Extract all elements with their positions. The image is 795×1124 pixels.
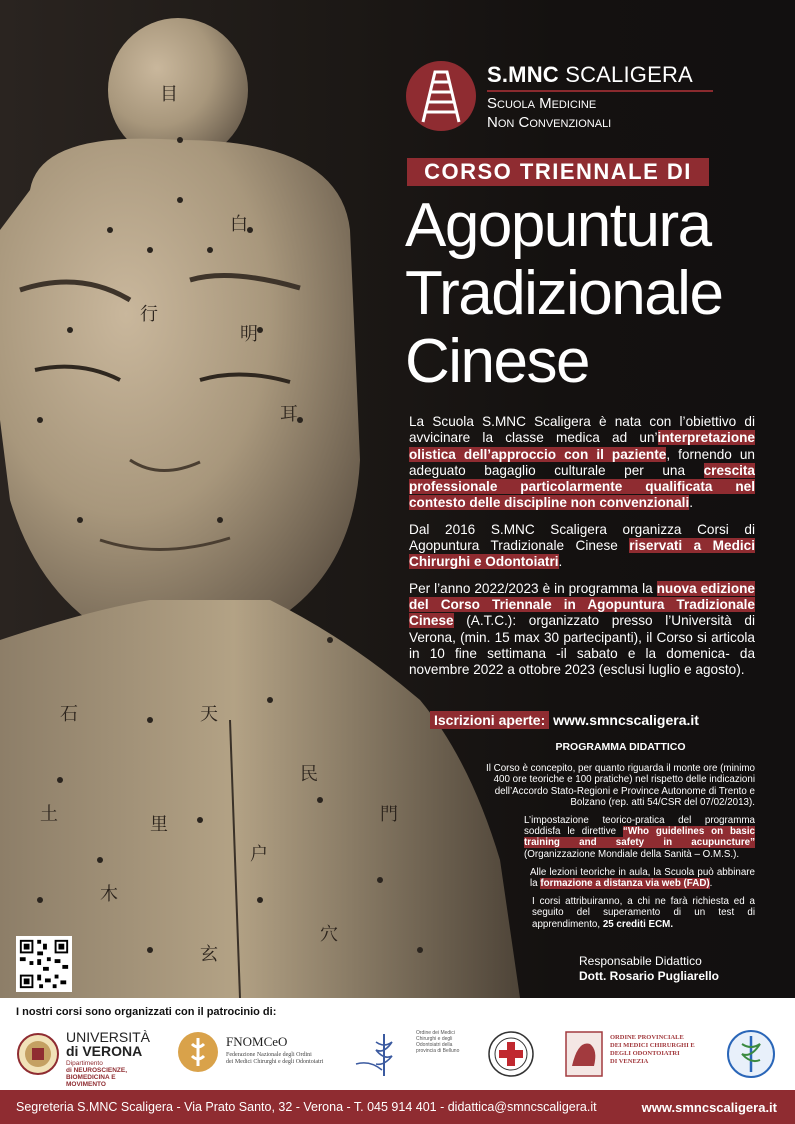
svg-text:⽩: ⽩: [230, 214, 248, 235]
programma-paragraph-1: Il Corso è concepito, per quanto riguarda il monte ore (minimo 400 ore teoriche e 100 pratiche) nel rispetto delle indicazioni dell’Accordo Stato-Regioni e Province Autonome di Trento e Bolzano (rep. atti 54/CSR del 07/02/2013).: [486, 763, 756, 808]
belluno-name: Ordine dei Medici Chirurghi e degli Odontoiatri della provincia di Belluno: [416, 1030, 460, 1054]
svg-text:⾥: ⾥: [150, 814, 168, 835]
programma-paragraph-2: L’impostazione teorico-pratica del programma soddisfa le direttive “Who guidelines on basic training and safety in acupuncture” (Organizzazione Mondiale della Sanità – O.M.S.).: [524, 815, 755, 860]
red-cross-seal-logo: [487, 1026, 537, 1084]
registration-url[interactable]: www.smncscaligera.it: [549, 712, 699, 728]
programma-didattico: [486, 742, 755, 937]
footer-website-link[interactable]: www.smncscaligera.it: [641, 1100, 777, 1115]
programma-paragraph-3: Alle lezioni teoriche in aula, la Scuola può abbinare la formazione a distanza via web (FAD).: [530, 866, 755, 890]
footer-address: Segreteria S.MNC Scaligera - Via Prato Santo, 32 - Verona - T. 045 914 401 - didattica@smncscaligera.it: [16, 1100, 597, 1114]
svg-text:⼟: ⼟: [40, 804, 58, 825]
univr-line-1: UNIVERSITÀ: [66, 1029, 151, 1045]
medical-association-icon: [726, 1028, 776, 1080]
svg-text:天: 天: [200, 704, 218, 725]
intro-paragraph-1: La Scuola S.MNC Scaligera è nata con l’obiettivo di avvicinare la classe medica ad un’interpretazione olistica dell’approccio con il paziente, fornendo un adeguato bagaglio culturale per una crescita professionale particolarmente qualificata nel contesto delle discipline non convenzionali.: [409, 414, 755, 511]
venezia-ordine-logo: ORDINE PROVINCIALE DEI MEDICI CHIRURGHI E DEGLI ODONTOIATRI DI VENEZIA: [564, 1026, 714, 1084]
lion-emblem-icon: [564, 1030, 604, 1078]
patronage-section: [0, 998, 795, 1090]
title-line-2: Tradizionale: [405, 259, 723, 328]
intro-text: [409, 414, 755, 688]
svg-text:⽞: ⽞: [200, 944, 218, 965]
red-cross-seal-icon: [487, 1030, 535, 1078]
svg-text:⽊: ⽊: [100, 884, 118, 905]
svg-text:⽳: ⽳: [320, 924, 338, 945]
fnomceo-logo: FNOMCeO Federazione Nazionale degli Ordini dei Medici Chirurghi e degli Odontoiatri: [176, 1026, 326, 1084]
school-emblem-icon: [405, 60, 477, 132]
svg-text:⾏: ⾏: [140, 304, 158, 325]
svg-text:⽿: ⽿: [280, 404, 298, 425]
footer-bar: [0, 1090, 795, 1124]
course-title: [405, 192, 722, 396]
caduceus-icon: [352, 1030, 416, 1078]
fnomceo-name: FNOMCeO: [226, 1034, 288, 1049]
title-line-1: Agopuntura: [405, 191, 711, 260]
manager-name: Dott. Rosario Pugliarello: [579, 969, 720, 983]
patronage-title: I nostri corsi sono organizzati con il patrocinio di:: [16, 1006, 277, 1018]
logo-subtitle: Scuola Medicine Non Convenzionali: [487, 95, 612, 131]
svg-text:明: 明: [240, 324, 258, 345]
svg-text:⺠: ⺠: [300, 764, 318, 785]
logo-divider: [487, 90, 713, 92]
programma-paragraph-4: I corsi attribuiranno, a chi ne farà richiesta ed a seguito del superamento di un test di apprendimento, 25 crediti ECM.: [532, 896, 755, 930]
course-banner: CORSO TRIENNALE DI: [407, 158, 709, 186]
svg-text:⽬: ⽬: [160, 84, 178, 105]
manager-role: Responsabile Didattico: [579, 954, 702, 968]
univr-seal-icon: [16, 1032, 60, 1076]
programma-heading: PROGRAMMA DIDATTICO: [555, 741, 686, 753]
smnc-logo: [405, 60, 725, 140]
univr-line-2: di VERONA: [66, 1043, 143, 1059]
didactic-manager: [579, 954, 719, 984]
intro-paragraph-3: Per l’anno 2022/2023 è in programma la nuova edizione del Corso Triennale in Agopuntura Tradizionale Cinese (A.T.C.): organizzato presso l’Università di Verona, (min. 15 max 30 partecipanti), il Corso si articola in 10 fine settimana -il sabato e la domenica- da novembre 2022 a ottobre 2023 (esclusi luglio e agosto).: [409, 580, 755, 678]
fnomceo-emblem-icon: [176, 1030, 220, 1074]
qr-code-icon[interactable]: [16, 936, 72, 992]
svg-text:⼾: ⼾: [250, 844, 268, 865]
intro-paragraph-2: Dal 2016 S.MNC Scaligera organizza Corsi di Agopuntura Tradizionale Cinese riservati a Medici Chirurghi e Odontoiatri.: [409, 521, 755, 570]
belluno-logo: [352, 1026, 462, 1084]
svg-text:⾨: ⾨: [380, 804, 398, 825]
medical-association-logo: [726, 1026, 778, 1084]
logo-name: S.MNC SCALIGERA: [487, 62, 693, 87]
registration-cta[interactable]: [430, 712, 699, 728]
registration-label: Iscrizioni aperte:: [430, 711, 549, 729]
title-line-3: Cinese: [405, 327, 589, 396]
svg-text:⽯: ⽯: [60, 704, 78, 725]
univr-logo: UNIVERSITÀ di VERONA Dipartimento di NEUROSCIENZE, BIOMEDICINA E MOVIMENTO: [16, 1026, 156, 1084]
